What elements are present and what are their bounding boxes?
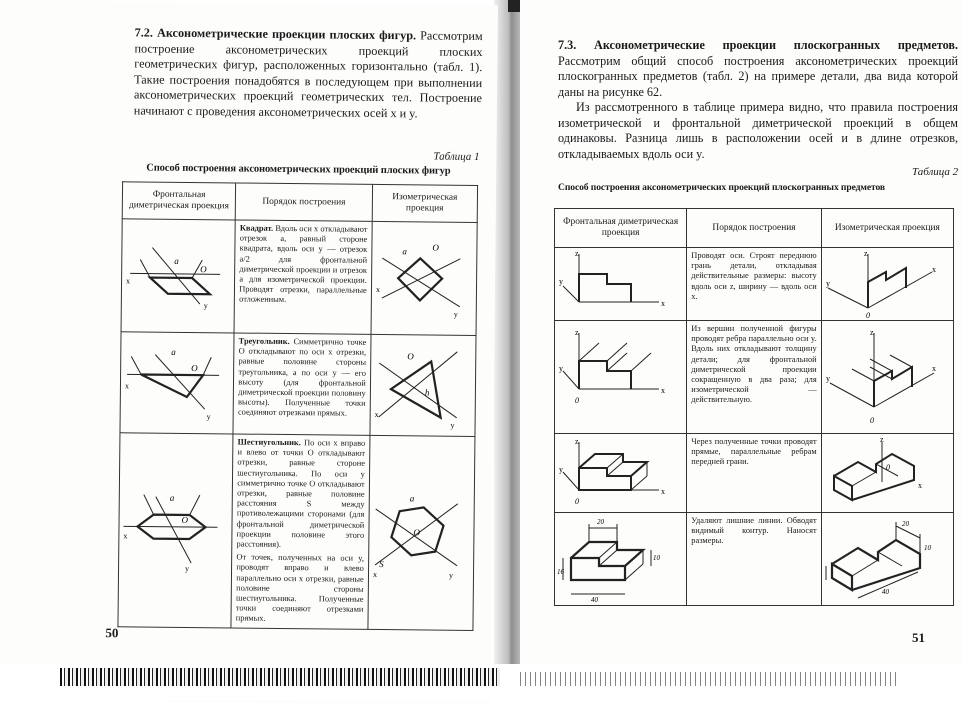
- svg-text:O: O: [413, 527, 420, 538]
- right-heading: 7.3. Аксонометрические проекции плоскогранных предметов.: [558, 38, 958, 52]
- step3-text: Через полученные точки проводят прямые, параллельные ребрам передней грани.: [687, 434, 821, 513]
- svg-text:x: x: [124, 381, 130, 391]
- table-header-row: [555, 209, 954, 248]
- svg-text:z: z: [869, 328, 874, 337]
- square-text: Вдоль оси x откладывают отрезок a, равный стороне квадрата, вдоль оси y — отрезок a/2 для фронтальной диметрической проекции и отрезок a для изометрической проекции. Проводят отрезки, параллельные отложенным.: [239, 223, 368, 305]
- triangle-isometric-figure: [370, 334, 476, 436]
- svg-text:y: y: [559, 277, 563, 286]
- svg-text:y: y: [559, 465, 563, 474]
- step1-text: Проводят оси. Строят переднюю грань детали, откладывая действительные размеры: высоту вдоль оси z, ширину — вдоль оси x.: [687, 248, 821, 321]
- svg-text:40: 40: [881, 588, 889, 596]
- step4-text: Удаляют лишние линии. Обводят видимый контур. Наносят размеры.: [687, 513, 821, 606]
- left-caption: Таблица 1: [433, 150, 480, 164]
- step1-dimetric-figure: [555, 248, 687, 321]
- hexagon-steps: [231, 434, 370, 629]
- step3-isometric-figure: [821, 434, 953, 513]
- svg-text:O: O: [432, 242, 439, 253]
- square-steps: [234, 220, 372, 334]
- svg-text:0: 0: [869, 416, 874, 425]
- svg-text:16: 16: [557, 568, 564, 576]
- svg-text:x: x: [374, 409, 379, 419]
- hexagon-label: Шестиугольник.: [237, 437, 301, 448]
- table-row: [120, 332, 476, 437]
- svg-text:a: a: [402, 246, 407, 257]
- step2-dimetric-figure: [555, 321, 687, 434]
- svg-text:x: x: [372, 570, 377, 580]
- triangle-label: Треугольник.: [238, 336, 290, 347]
- step2-text: Из вершин полученной фигуры проводят ребра параллельно оси y. Вдоль них откладывают толщину детали; для фронтальной диметрической проекции сокращенную в два раза; для изометрической — действительную.: [687, 321, 821, 434]
- square-label: Квадрат.: [239, 223, 274, 233]
- svg-text:z: z: [879, 435, 884, 444]
- scan-noise-strip: [60, 668, 500, 686]
- step1-isometric-figure: [821, 248, 953, 321]
- square-isometric-drawing: [371, 228, 467, 329]
- svg-text:40: 40: [591, 596, 598, 604]
- svg-text:0: 0: [575, 396, 579, 405]
- step3-dimetric-figure: [555, 434, 687, 513]
- step2-isometric-drawing: [822, 323, 940, 431]
- table-row: [121, 219, 477, 336]
- svg-text:y: y: [825, 374, 830, 383]
- column-header: Фронтальная диметрическая проекция: [555, 209, 687, 248]
- svg-text:y: y: [203, 301, 208, 311]
- step4-dimetric-drawing: [555, 514, 673, 604]
- hexagon-isometric-figure: [368, 435, 475, 630]
- svg-text:z: z: [575, 437, 579, 446]
- svg-text:O: O: [200, 264, 207, 275]
- step4-dimetric-figure: [555, 513, 687, 606]
- step2-dimetric-drawing: [555, 323, 673, 431]
- triangle-dimetric-figure: [120, 332, 234, 434]
- hexagon-text: По оси x вправо и влево от точки O откладывают отрезки, равные стороне шестиугольника. По оси y симметрично точке O откладывают отрезки, равные половине расстояния S между противолежащими сторонами (для фронтальной диметрической проекции половине этого расстояния).: [236, 438, 366, 550]
- square-isometric-figure: [371, 221, 477, 335]
- scan-noise-strip: [520, 672, 900, 686]
- step2-isometric-figure: [821, 321, 953, 434]
- right-intro-text: Рассмотрим общий способ построения аксонометрических проекций плоскогранных предметов (табл. 2) на примере детали, два вида которой даны на рисунке 62.: [558, 53, 958, 99]
- table-row: [555, 513, 954, 606]
- square-dimetric-drawing: [122, 225, 226, 326]
- svg-text:a: a: [409, 493, 415, 504]
- step1-isometric-drawing: [822, 248, 940, 320]
- column-header: Изометрическая проекция: [821, 209, 953, 248]
- table-row: [555, 434, 954, 513]
- table-row: [118, 433, 475, 630]
- svg-text:O: O: [181, 515, 189, 526]
- svg-text:20: 20: [901, 520, 909, 528]
- left-intro-text: Рассмотрим построение аксонометрических проекций плоских геометрических фигур, расположенных горизонтально (табл. 1). Такие построения понадобятся в последующем при выполнении аксонометрических проекций геометрических тел. Построение начинают с проведения аксонометрических осей x и y.: [133, 28, 483, 120]
- right-page-number: 51: [912, 630, 925, 645]
- hexagon-text-continued: От точек, полученных на оси y, проводят вправо и влево параллельно оси x отрезки, равные половине стороны шестиугольника. Полученные точки соединяют отрезками прямых.: [235, 552, 365, 624]
- svg-text:z: z: [575, 249, 579, 258]
- svg-text:x: x: [375, 284, 380, 294]
- left-heading: 7.2. Аксонометрические проекции плоских фигур.: [134, 25, 417, 43]
- left-table: [117, 181, 478, 630]
- right-intro-2: Из рассмотренного в таблице примера видно, что правила построения изометрической и фронтальной диметрической проекций в общем одинаковы. Разница лишь в расположении осей и в длине отрезков, откладываемых вдоль оси y.: [558, 100, 958, 161]
- svg-text:a: a: [169, 493, 175, 504]
- svg-text:y: y: [206, 412, 211, 422]
- svg-text:a: a: [174, 255, 179, 266]
- svg-text:h: h: [424, 387, 430, 398]
- left-table-title: Способ построения аксонометрических проекций плоских фигур: [146, 162, 451, 177]
- svg-text:y: y: [825, 279, 830, 288]
- step4-isometric-figure: [821, 513, 953, 606]
- svg-text:x: x: [661, 386, 665, 395]
- svg-text:x: x: [661, 299, 665, 308]
- right-intro: [558, 38, 958, 100]
- svg-text:x: x: [931, 364, 936, 373]
- left-page-number: 50: [105, 625, 119, 641]
- svg-text:y: y: [559, 364, 563, 373]
- svg-text:10: 10: [923, 544, 931, 552]
- triangle-text: Симметрично точке O откладывают по оси x отрезки, равные половине стороны треугольника, а по оси y — его высоту (для фронтальной диметрической проекции половину высоты). Полученные точки соединяют отрезками прямых.: [237, 337, 367, 419]
- svg-text:y: y: [448, 571, 453, 581]
- svg-text:x: x: [917, 481, 922, 490]
- column-header: Изометрическая проекция: [372, 184, 478, 222]
- hexagon-dimetric-figure: [118, 433, 233, 628]
- svg-text:0: 0: [885, 463, 890, 472]
- svg-text:y: y: [185, 564, 190, 574]
- right-caption: Таблица 2: [912, 166, 959, 178]
- step1-dimetric-drawing: [555, 248, 673, 320]
- svg-text:0: 0: [575, 497, 579, 506]
- table-header-row: [122, 182, 477, 223]
- svg-text:O: O: [191, 363, 198, 374]
- column-header: Порядок построения: [687, 209, 821, 248]
- svg-text:y: y: [453, 309, 458, 319]
- triangle-steps: [233, 333, 371, 435]
- svg-text:10: 10: [653, 554, 660, 562]
- column-header: Порядок построения: [235, 183, 372, 221]
- step4-isometric-drawing: [822, 514, 940, 604]
- svg-text:x: x: [931, 265, 936, 274]
- left-intro: [134, 25, 483, 122]
- hexagon-isometric-drawing: [369, 477, 465, 588]
- svg-text:O: O: [407, 351, 414, 362]
- svg-text:z: z: [863, 249, 868, 258]
- svg-text:x: x: [126, 276, 131, 286]
- svg-text:a: a: [171, 346, 176, 357]
- column-header: Фронтальная диметрическая проекция: [122, 182, 236, 220]
- right-table: [554, 208, 954, 606]
- step3-isometric-drawing: [822, 434, 940, 512]
- step3-dimetric-drawing: [555, 434, 673, 512]
- triangle-isometric-drawing: [370, 337, 466, 434]
- table-row: [555, 321, 954, 434]
- hexagon-dimetric-drawing: [119, 475, 223, 586]
- svg-text:x: x: [661, 487, 665, 496]
- svg-text:z: z: [575, 328, 579, 337]
- right-table-title: Способ построения аксонометрических проекций плоскогранных предметов: [558, 182, 885, 193]
- svg-text:S: S: [378, 559, 384, 570]
- square-dimetric-figure: [121, 219, 235, 333]
- svg-text:0: 0: [865, 311, 870, 320]
- right-page: [520, 0, 962, 700]
- table-row: [555, 248, 954, 321]
- triangle-dimetric-drawing: [121, 334, 225, 431]
- svg-text:20: 20: [597, 518, 604, 526]
- svg-text:x: x: [123, 531, 128, 541]
- svg-text:y: y: [450, 420, 455, 430]
